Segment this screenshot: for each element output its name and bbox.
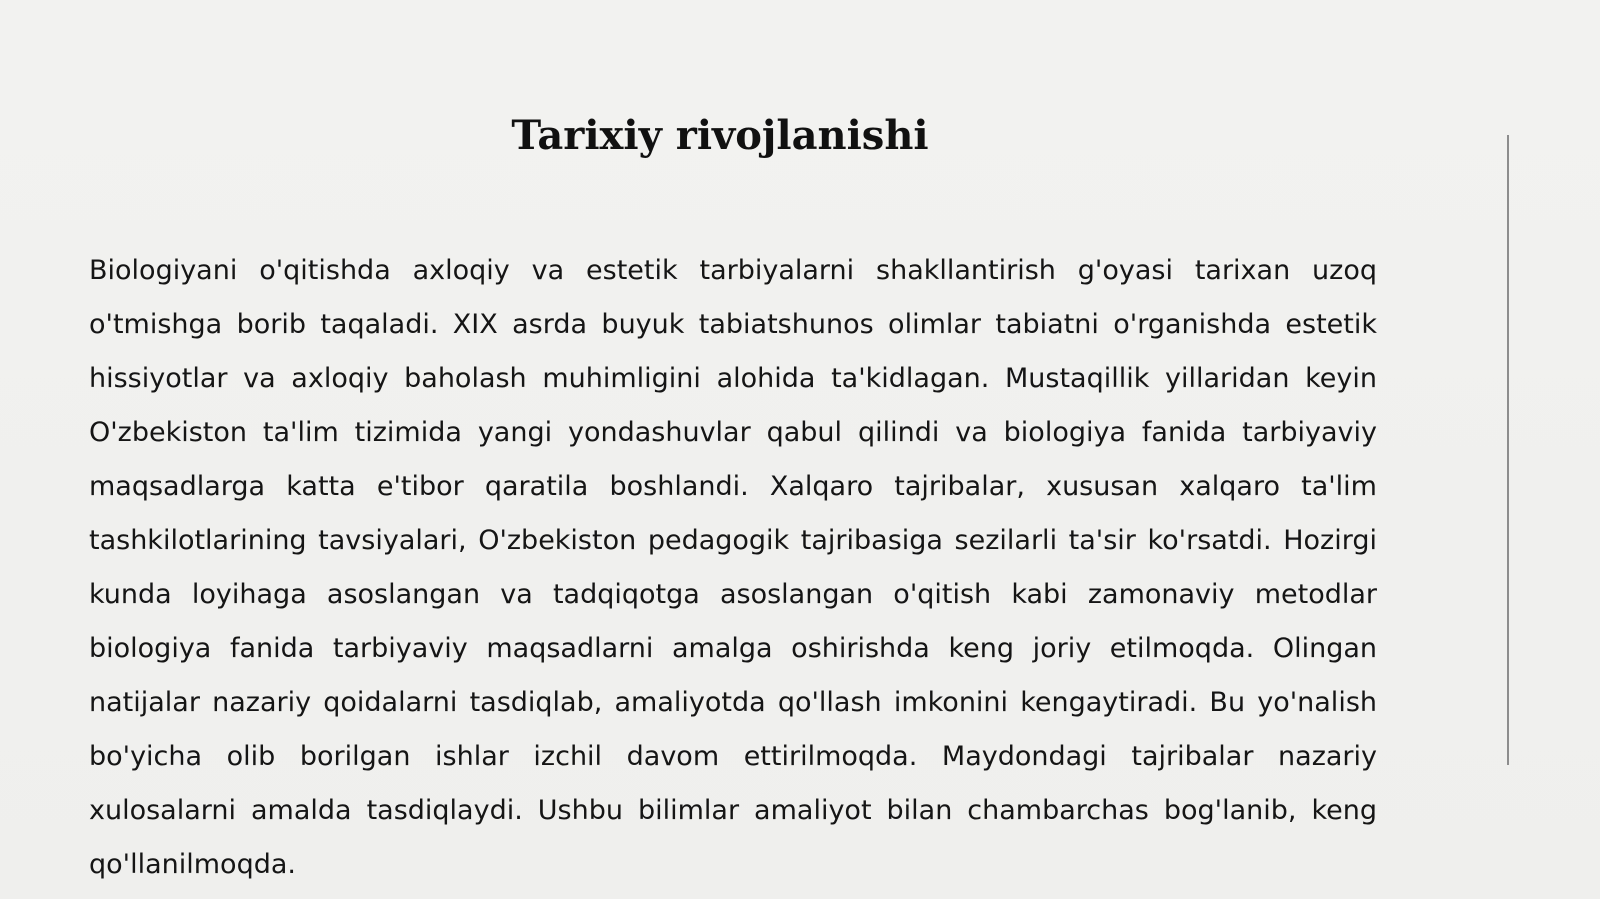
slide-title: Tarixiy rivojlanishi xyxy=(511,112,929,159)
vertical-divider xyxy=(1507,135,1509,765)
slide-body-paragraph: Biologiyani o'qitishda axloqiy va estetik tarbiyalarni shakllantirish g'oyasi tarixan uzoq o'tmishga borib taqaladi. XIX asrda buyuk tabiatshunos olimlar tabiatni o'rganishda estetik hissiyotlar va axloqiy baholash muhimligini alohida ta'kidlagan. Mustaqillik yillaridan keyin O'zbekiston ta'lim tizimida yangi yondashuvlar qabul qilindi va biologiya fanida tarbiyaviy maqsadlarga katta e'tibor qaratila boshlandi. Xalqaro tajribalar, xususan xalqaro ta'lim tashkilotlarining tavsiyalari, O'zbekiston pedagogik tajribasiga sezilarli ta'sir ko'rsatdi. Hozirgi kunda loyihaga asoslangan va tadqiqotga asoslangan o'qitish kabi zamonaviy metodlar biologiya fanida tarbiyaviy maqsadlarni amalga oshirishda keng joriy etilmoqda. Olingan natijalar nazariy qoidalarni tasdiqlab, amaliyotda qo'llash imkonini kengaytiradi. Bu yo'nalish bo'yicha olib borilgan ishlar izchil davom ettirilmoqda. Maydondagi tajribalar nazariy xulosalarni amalda tasdiqlaydi. Ushbu bilimlar amaliyot bilan chambarchas bog'lanib, keng qo'llanilmoqda. xyxy=(89,255,1377,880)
